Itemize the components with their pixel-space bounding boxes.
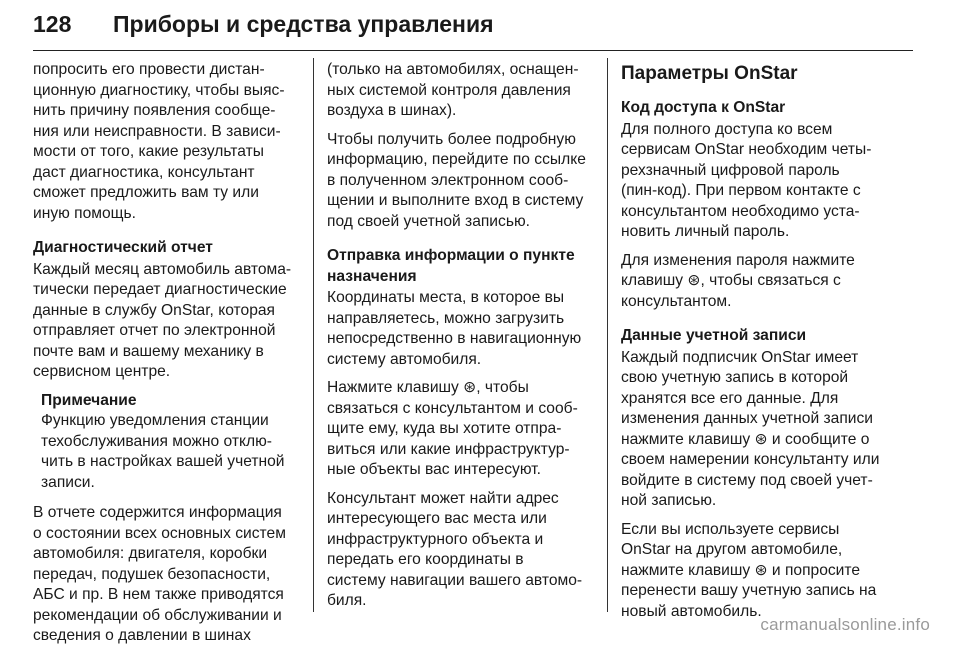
paragraph: Координаты места, в которое вы направляетесь, можно загрузить непосредственно в навигационную систему автомобиля. xyxy=(327,289,582,368)
paragraph: попросить его провести дистан- ционную диагностику, чтобы выяс- нить причину появления сообще- ния или неисправности. В зависи- мости от того, какие результаты даст диагностика, консультант сможет предложить вам ту или иную помощь. xyxy=(33,61,285,222)
page-number: 128 xyxy=(33,11,72,37)
paragraph: Каждый подписчик OnStar имеет свою учетную запись в которой хранятся все его данные. Для изменения данных учетной записи нажмите клавишу ⊛ и сообщите о своем намерении консультанту или войдите в систему под своей учет- ной записью. xyxy=(621,348,880,509)
subheading-account-data: Данные учетной записи xyxy=(621,327,807,344)
subheading-access-code: Код доступа к OnStar xyxy=(621,99,786,116)
subheading-diagnostic-report: Диагностический отчет xyxy=(33,239,213,256)
watermark: carmanualsonline.info xyxy=(760,615,930,634)
page-title: Приборы и средства управления xyxy=(113,11,494,37)
column-2 xyxy=(327,60,595,620)
note-text: Функцию уведомления станции техобслуживания можно отклю- чить в настройках вашей учетной записи. xyxy=(41,412,285,491)
note-block xyxy=(41,391,301,494)
paragraph: (только на автомобилях, оснащен- ных системой контроля давления воздуха в шинах). xyxy=(327,61,579,119)
page-header xyxy=(33,10,913,51)
paragraph: В отчете содержится информация о состоянии всех основных систем автомобиля: двигателя, коробки передач, подушек безопасности, АБС и пр. В нем также приводятся рекомендации об обслуживании и сведения о давлении в шинах xyxy=(33,504,286,644)
section-title-onstar-settings: Параметры OnStar xyxy=(621,63,798,84)
paragraph: Нажмите клавишу ⊛, чтобы связаться с консультантом и сооб- щите ему, куда вы хотите отпра- виться или какие инфраструктур- ные объекты вас интересуют. xyxy=(327,379,578,478)
paragraph: Для изменения пароля нажмите клавишу ⊛, чтобы связаться с консультантом. xyxy=(621,251,855,310)
paragraph: Для полного доступа ко всем сервисам OnStar необходим четы- рехзначный цифровой пароль (пин-код). При первом контакте с консультантом необходимо уста- новить личный пароль. xyxy=(621,120,872,240)
paragraph: Каждый месяц автомобиль автома- тически передает диагностические данные в службу OnStar, которая отправляет отчет по электронной почте вам и вашему механику в сервисном центре. xyxy=(33,260,292,380)
paragraph: Консультант может найти адрес интересующего вас места или инфраструктурного объекта и передать его координаты в систему навигации вашего автомо- биля. xyxy=(327,489,583,609)
note-title: Примечание xyxy=(41,391,137,409)
column-divider-right xyxy=(607,58,608,612)
paragraph: Если вы используете сервисы OnStar на другом автомобиле, нажмите клавишу ⊛ и попросите перенести вашу учетную запись на новый автомобиль. xyxy=(621,520,877,620)
subheading-destination-info: Отправка информации о пункте назначения xyxy=(327,247,575,285)
column-1 xyxy=(33,60,301,655)
column-divider-left xyxy=(313,58,314,612)
column-3 xyxy=(621,60,889,630)
paragraph: Чтобы получить более подробную информацию, перейдите по ссылке в полученном электронном сооб- щении и выполните вход в систему под своей учетной записью. xyxy=(327,130,586,230)
